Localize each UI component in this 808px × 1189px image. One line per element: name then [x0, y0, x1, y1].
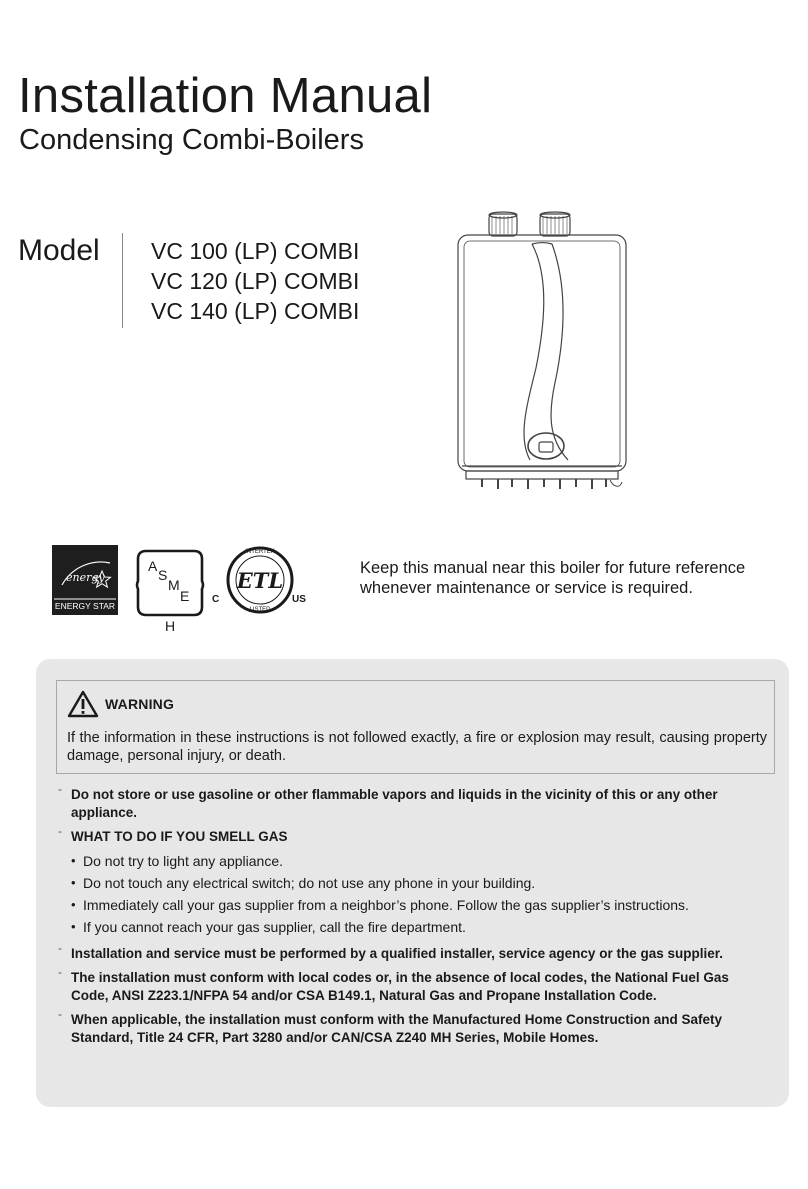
model-list: [151, 236, 359, 326]
warning-title: WARNING: [105, 696, 175, 712]
manual-subtitle: Condensing Combi-Boilers: [19, 124, 364, 156]
keep-manual-note: [360, 558, 790, 598]
gas-smell-steps: [71, 850, 770, 938]
item-dash: -: [58, 940, 62, 955]
etl-arc-top: INTERTEK: [245, 549, 275, 555]
safety-items: [58, 782, 770, 1053]
safety-item: [58, 1007, 770, 1046]
boiler-illustration: [452, 208, 632, 500]
asme-letter: S: [158, 567, 168, 583]
etl-right: US: [292, 594, 306, 605]
model-divider: [122, 233, 123, 328]
gas-step: [71, 872, 770, 894]
etl-left: C: [212, 594, 220, 605]
etl-mark: ETL: [236, 568, 284, 593]
warning-header: [67, 687, 174, 721]
bullet-icon: •: [71, 896, 76, 912]
model-label: Model: [18, 234, 100, 267]
item-dash: -: [58, 824, 62, 838]
safety-panel: [36, 659, 789, 1107]
asme-stamp: H: [164, 618, 176, 634]
asme-logo: [132, 545, 208, 635]
asme-letter: M: [168, 577, 180, 593]
warning-text: If the information in these instructions is not followed exactly, a fire or explosion may result, causing property damage, personal injury, or death.: [67, 730, 767, 764]
gas-step-text: Do not try to light any appliance.: [83, 852, 284, 869]
safety-item: [58, 782, 770, 821]
keep-note-line: whenever maintenance or service is required.: [360, 579, 693, 597]
keep-note-line: Keep this manual near this boiler for future reference: [360, 559, 746, 577]
safety-item: [58, 965, 770, 1004]
safety-item-text: Do not store or use gasoline or other flammable vapors and liquids in the vicinity of this or any other appliance.: [71, 787, 718, 820]
safety-item-text: When applicable, the installation must conform with the Manufactured Home Construction and Safety Standard, Title 24 CFR, Part 3280 and/or CAN/CSA Z240 MH Series, Mobile Homes.: [71, 1012, 723, 1045]
asme-letter: A: [148, 558, 158, 574]
model-item: VC 120 (LP) COMBI: [151, 268, 360, 294]
safety-item-text: The installation must conform with local codes or, in the absence of local codes, the National Fuel Gas Code, ANSI Z223.1/NFPA 54 and/or CSA B149.1, Natural Gas and Propane Installation Code.: [71, 970, 729, 1003]
energy-star-logo: [52, 545, 118, 615]
gas-step: [71, 894, 770, 916]
asme-letter: E: [180, 588, 190, 604]
etl-listed-logo: [210, 540, 310, 620]
item-dash: -: [58, 965, 62, 979]
bullet-icon: •: [71, 852, 76, 868]
gas-step: [71, 916, 770, 938]
energy-star-label: ENERGY STAR: [54, 601, 116, 611]
gas-step: [71, 850, 770, 872]
model-item: VC 140 (LP) COMBI: [151, 298, 360, 324]
safety-item-text: Installation and service must be performed by a qualified installer, service agency or the gas supplier.: [71, 945, 723, 961]
safety-item: [58, 940, 770, 963]
bullet-icon: •: [71, 874, 76, 890]
bullet-icon: •: [71, 918, 76, 934]
safety-item-text: WHAT TO DO IF YOU SMELL GAS: [71, 829, 288, 844]
warning-box: [56, 680, 775, 774]
item-dash: -: [58, 782, 62, 796]
gas-step-text: If you cannot reach your gas supplier, call the fire department.: [83, 918, 466, 935]
manual-title: Installation Manual: [18, 69, 433, 123]
gas-step-text: Do not touch any electrical switch; do not use any phone in your building.: [83, 874, 536, 891]
gas-step-text: Immediately call your gas supplier from a neighbor’s phone. Follow the gas supplier’s instructions.: [83, 896, 689, 913]
model-item: VC 100 (LP) COMBI: [151, 238, 360, 264]
item-dash: -: [58, 1007, 62, 1021]
warning-triangle-icon: [67, 690, 99, 718]
safety-item: [58, 824, 770, 938]
energy-script: energy: [66, 571, 105, 584]
etl-arc-bottom: LISTED: [249, 607, 271, 613]
